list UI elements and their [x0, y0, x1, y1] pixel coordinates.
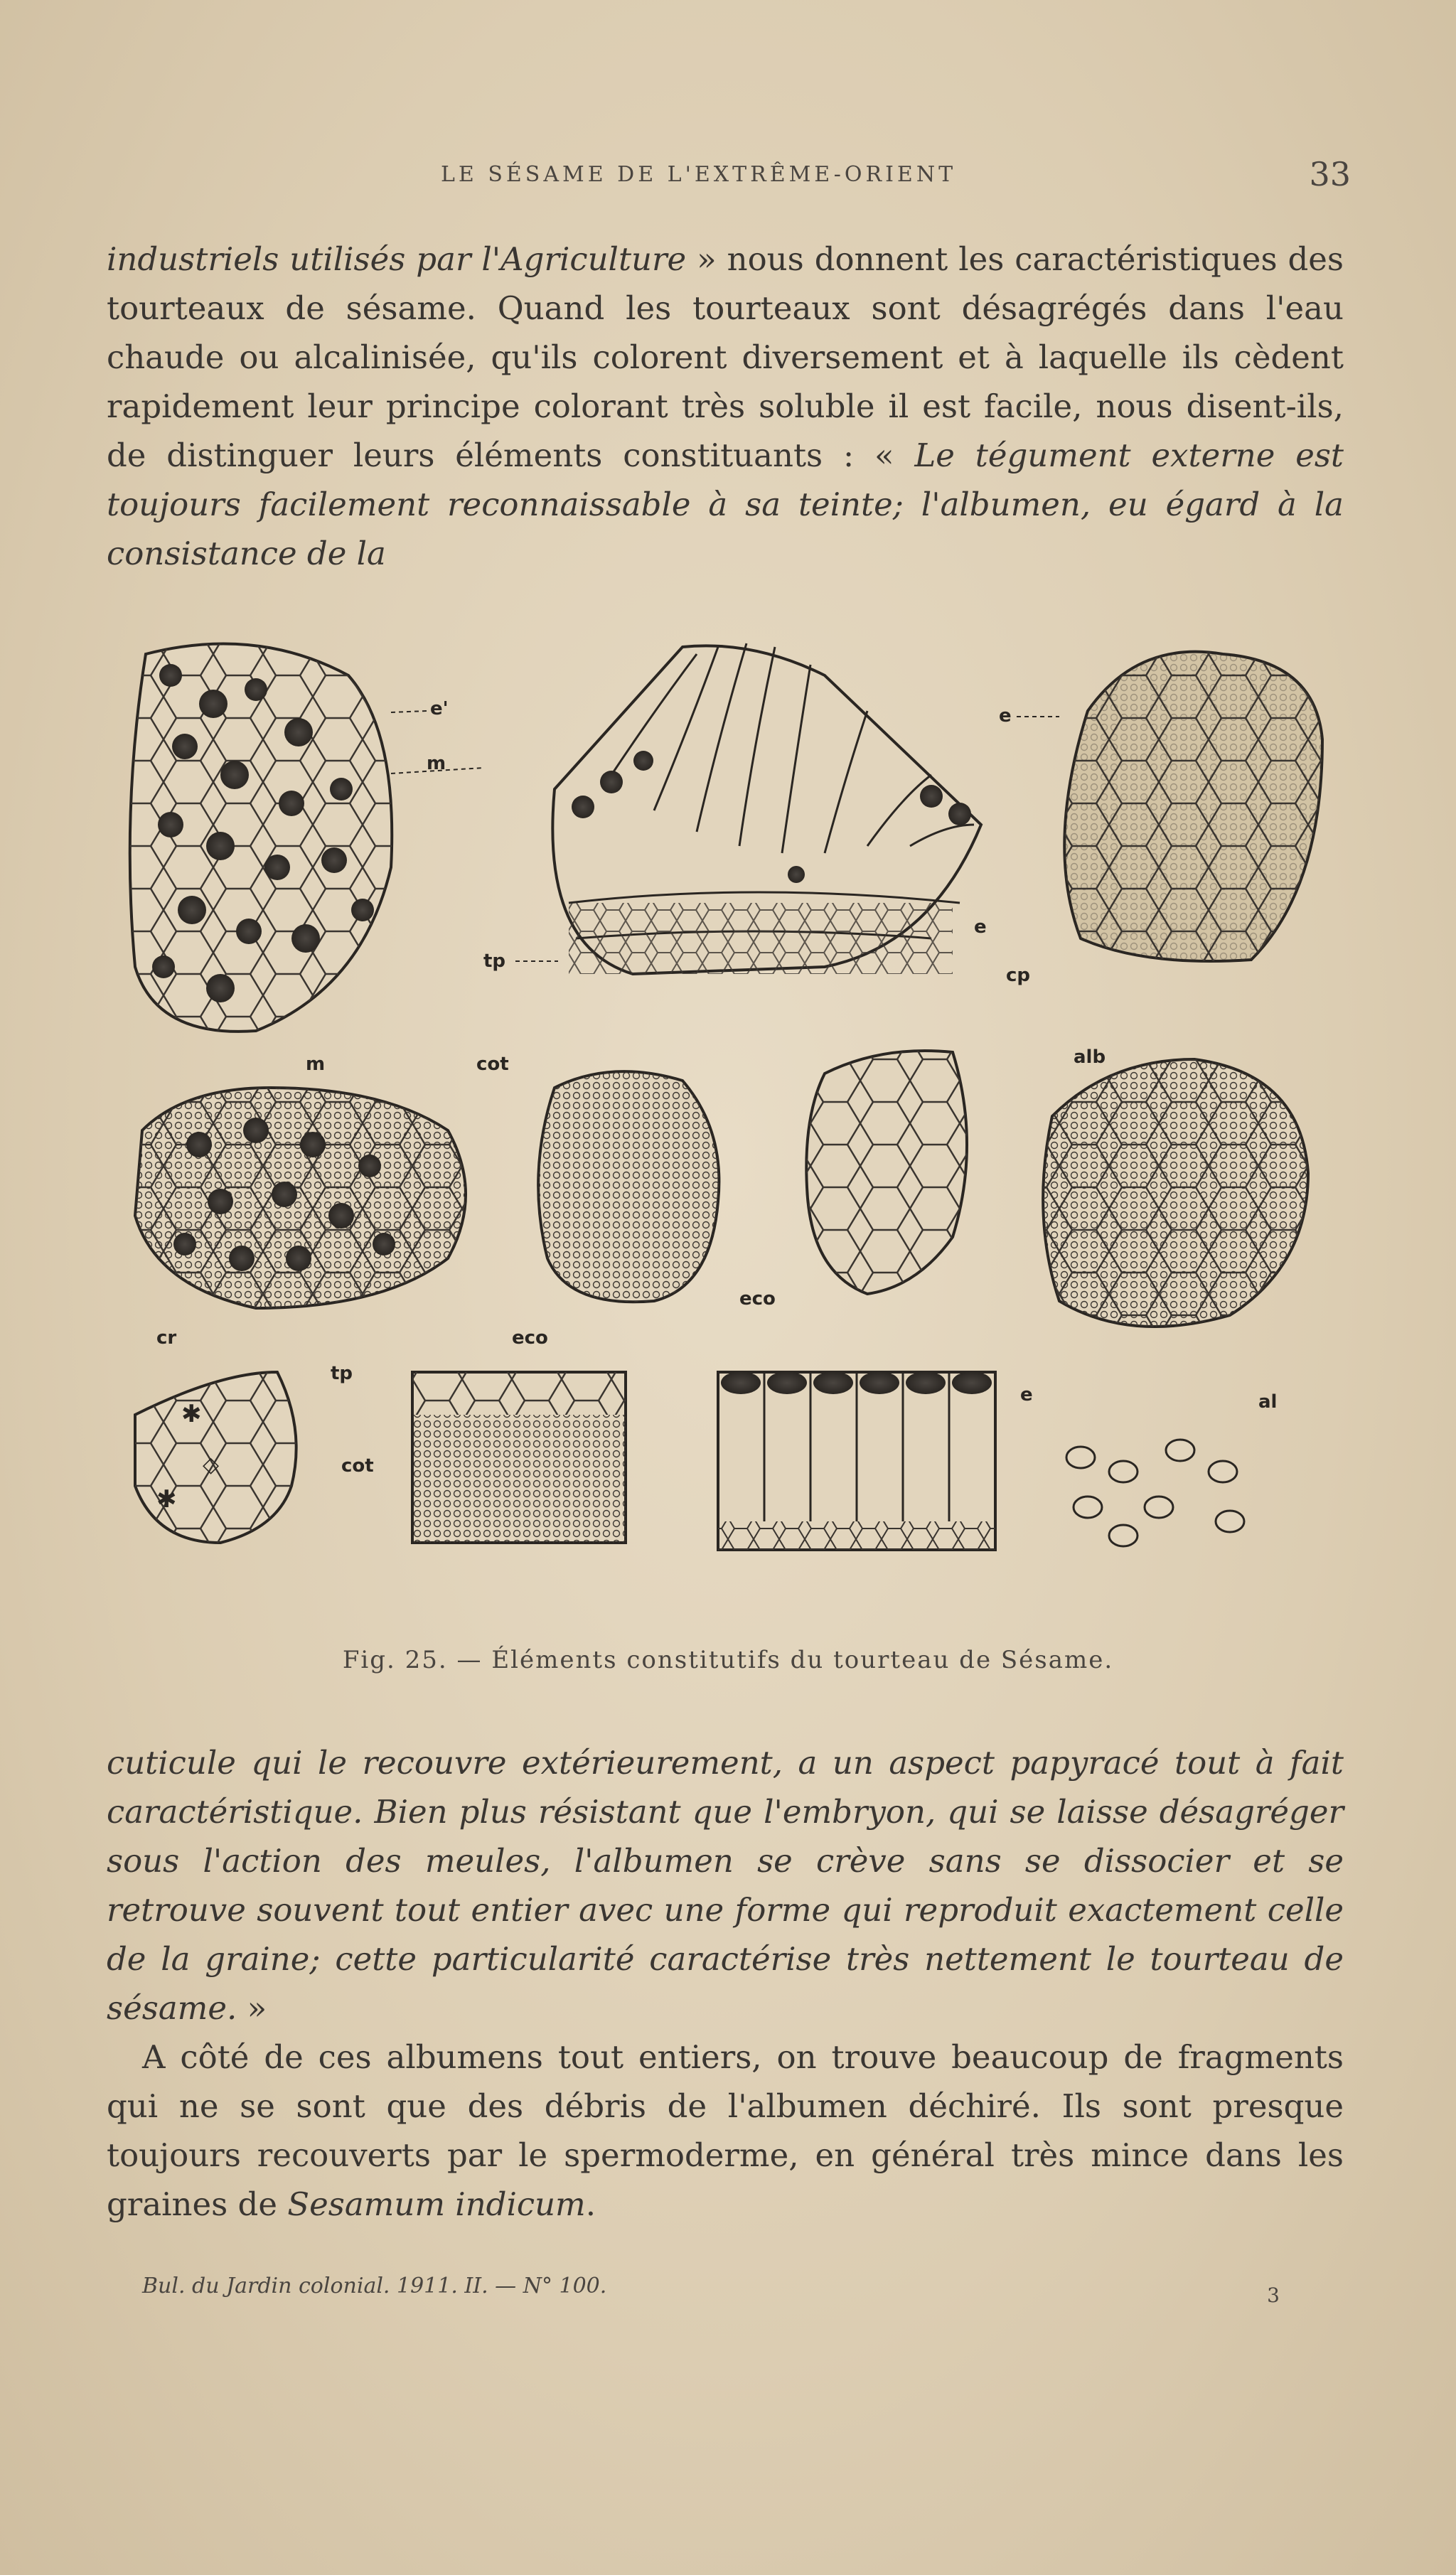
italic-lead: industriels utilisés par l'Agriculture	[107, 240, 687, 278]
botanical-illustration	[114, 633, 1337, 1642]
page-number: 33	[1309, 155, 1351, 193]
label-m-top: m	[427, 753, 446, 774]
outer-epidermis	[806, 1051, 967, 1294]
epidermis-cells	[130, 643, 392, 1031]
aleurone-grains	[1066, 1440, 1244, 1546]
label-cot-bottom: cot	[341, 1455, 374, 1477]
palisade-section	[552, 643, 981, 974]
label-al: al	[1258, 1391, 1278, 1413]
label-cot-middle: cot	[476, 1054, 509, 1075]
label-e-middle: e	[974, 916, 987, 938]
label-tp-top: tp	[483, 951, 506, 972]
cotyledon-section	[412, 1372, 626, 1543]
label-m-middle: m	[306, 1054, 326, 1075]
sentence-end: .	[585, 2185, 596, 2223]
label-cp: cp	[1006, 965, 1031, 986]
paragraph-bottom	[107, 1738, 1344, 2229]
label-tp-bottom: tp	[331, 1363, 353, 1384]
italic-quote-continued: cuticule qui le recouvre extérieurement, a un aspect papyracé tout à fait caractéristique. Bien plus résistant que l'embryon, qui se laisse désagréger sous l'action des meules, l'albumen se crève sans se dissocier et se retrouve souvent tout entier avec une forme qui reproduit exactement celle de la graine; cette particularité caractérise très nettement le tourteau de sésame.	[107, 1744, 1344, 2027]
body-text-2: A côté de ces albumens tout entiers, on trouve beaucoup de fragments qui ne se sont que des débris de l'albumen déchiré. Ils sont presque toujours recouverts par le spermoderme, en général très mince dans les graines de	[107, 2038, 1344, 2223]
crystal-cells	[135, 1372, 296, 1543]
svg-text:◇: ◇	[203, 1452, 220, 1477]
cotyledon-tissue	[538, 1071, 719, 1302]
figure-caption: Fig. 25. — Éléments constitutifs du tourteau de Sésame.	[342, 1646, 1114, 1674]
label-e-prime: e'	[430, 698, 449, 719]
signature-mark: 3	[1267, 2284, 1280, 2307]
albumen-fragment	[1043, 1059, 1308, 1327]
label-cr: cr	[156, 1327, 177, 1349]
embryo-mesophyll	[135, 1088, 466, 1308]
label-alb: alb	[1074, 1046, 1106, 1068]
label-e-right: e	[999, 705, 1012, 727]
body-text: » nous donnent les caractéristiques des tourteaux de sésame. Quand les tourteaux sont désagrégés dans l'eau chaude ou alcalinisée, qu'ils colorent diversement et à laquelle ils cèdent rapidement leur principe colorant très soluble il est facile, nous disent-ils, de distinguer leurs éléments constituants : «	[107, 240, 1344, 474]
footer	[142, 2274, 1280, 2307]
italic-quote: Le tégument externe est toujours facilement reconnaissable à sa teinte; l'albumen, eu égard à la consistance de la	[107, 437, 1344, 572]
figure-sesame-elements	[114, 633, 1337, 1642]
svg-text:✱: ✱	[181, 1400, 202, 1428]
running-title: LE SÉSAME DE L'EXTRÊME-ORIENT	[441, 162, 957, 187]
label-e-bottom: e	[1020, 1384, 1033, 1406]
paragraph-top	[107, 235, 1344, 578]
shaded-cell-fragment	[1064, 652, 1322, 961]
svg-text:✱: ✱	[156, 1485, 177, 1514]
running-head	[107, 155, 1351, 205]
palisade-columns	[718, 1371, 995, 1550]
species-name: Sesamum indicum	[287, 2185, 586, 2223]
label-eco-bottom: eco	[512, 1327, 548, 1349]
journal-reference: Bul. du Jardin colonial. 1911. II. — N° 100.	[142, 2274, 607, 2298]
label-eco-middle: eco	[739, 1288, 776, 1310]
closing-quote: »	[237, 1989, 267, 2027]
